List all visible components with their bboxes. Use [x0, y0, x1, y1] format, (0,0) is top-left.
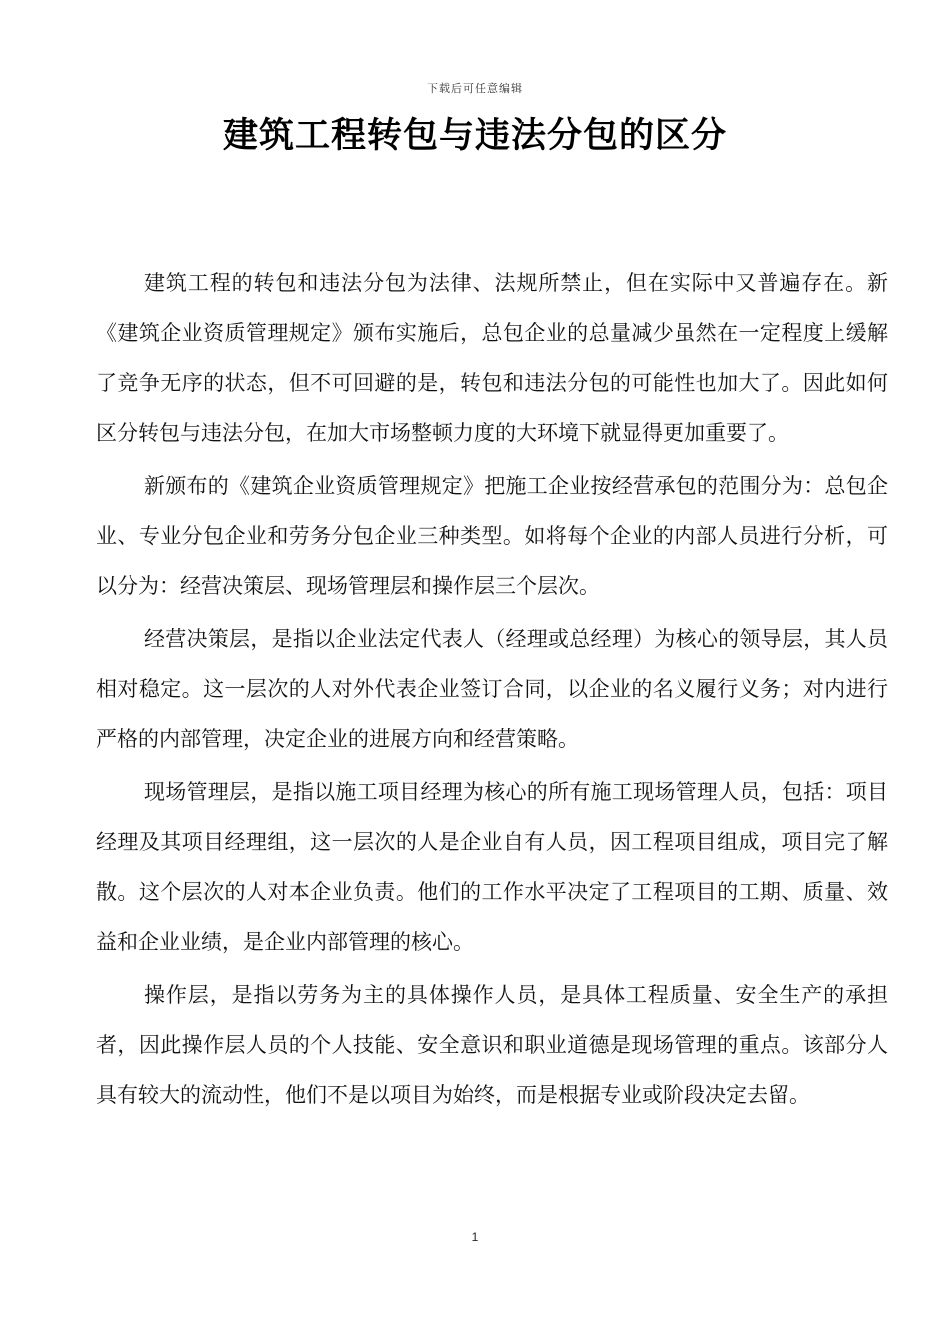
- paragraph-site-management-layer: 现场管理层，是指以施工项目经理为核心的所有施工现场管理人员，包括：项目经理及其项目经理组，这一层次的人是企业自有人员，因工程项目组成，项目完了解散。这个层次的人对本企业负责。他们的工作水平决定了工程项目的工期、质量、效益和企业业绩，是企业内部管理的核心。: [96, 780, 888, 954]
- paragraph-intro: 建筑工程的转包和违法分包为法律、法规所禁止，但在实际中又普遍存在。新《建筑企业资质管理规定》颁布实施后，总包企业的总量减少虽然在一定程度上缓解了竞争无序的状态，但不可回避的是，转包和违法分包的可能性也加大了。因此如何区分转包与违法分包，在加大市场整顿力度的大环境下就显得更加重要了。: [96, 271, 888, 445]
- paragraph-enterprise-types: 新颁布的《建筑企业资质管理规定》把施工企业按经营承包的范围分为：总包企业、专业分包企业和劳务分包企业三种类型。如将每个企业的内部人员进行分析，可以分为：经营决策层、现场管理层和操作层三个层次。: [96, 474, 888, 598]
- header-note: 下载后可任意编辑: [427, 82, 523, 95]
- paragraph-decision-layer: 经营决策层，是指以企业法定代表人（经理或总经理）为核心的领导层，其人员相对稳定。这一层次的人对外代表企业签订合同，以企业的名义履行义务；对内进行严格的内部管理，决定企业的进展方向和经营策略。: [96, 627, 888, 751]
- page-number: 1: [471, 1230, 479, 1244]
- document-title: 建筑工程转包与违法分包的区分: [222, 115, 727, 156]
- document-body: [96, 258, 888, 1123]
- paragraph-operation-layer: 操作层，是指以劳务为主的具体操作人员，是具体工程质量、安全生产的承担者，因此操作层人员的个人技能、安全意识和职业道德是现场管理的重点。该部分人具有较大的流动性，他们不是以项目为始终，而是根据专业或阶段决定去留。: [96, 983, 888, 1107]
